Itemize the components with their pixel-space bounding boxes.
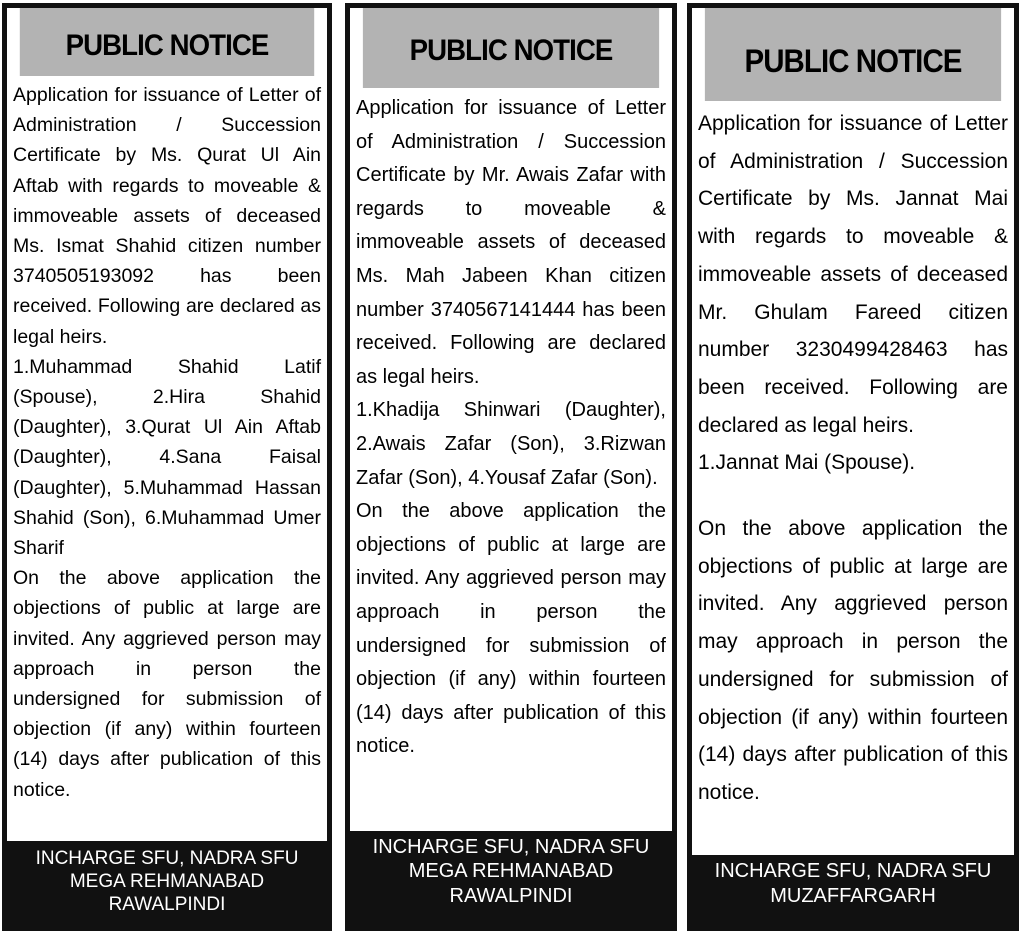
- application-text: Application for issuance of Letter of Administration / Succession Certificate by Mr. Awais Zafar with regards to moveable & immoveable assets of deceased Ms. Mah Jabeen Khan citizen number 3740567141444 has been received. Following are declared as legal heirs.: [356, 97, 666, 388]
- notice-footer: [687, 855, 1019, 931]
- notice-title: PUBLIC NOTICE: [363, 8, 659, 88]
- notice-footer: [2, 841, 332, 931]
- footer-line-center: MEGA REHMANABAD: [69, 871, 265, 893]
- objection-text: On the above application the objections of public at large are invited. Any aggrieved person may approach in person the undersigned for submission of objection (if any) within fourteen (14) days after publication of this notice.: [698, 517, 1008, 804]
- notice-body: [7, 76, 327, 841]
- notice-content: [350, 8, 672, 831]
- objection-text: On the above application the objections of public at large are invited. Any aggrieved person may approach in person the undersigned for submission of objection (if any) within fourteen (14) days after publication of this notice.: [356, 500, 666, 758]
- footer-line-city: MUZAFFARGARH: [770, 885, 936, 907]
- objection-text: On the above application the objections of public at large are invited. Any aggrieved person may approach in person the undersigned for submission of objection (if any) within fourteen (14) days after publication of this notice.: [13, 567, 321, 801]
- notice-footer: [345, 831, 677, 931]
- notice-content: [692, 8, 1014, 855]
- footer-line-center: MEGA REHMANABAD: [408, 860, 614, 883]
- notice-body: [692, 101, 1014, 855]
- notice-body: [350, 88, 672, 831]
- footer-line-city: RAWALPINDI: [449, 884, 573, 907]
- public-notice-2: [345, 3, 677, 931]
- application-text: Application for issuance of Letter of Administration / Succession Certificate by Ms. Jannat Mai with regards to moveable & immoveable assets of deceased Mr. Ghulam Fareed citizen number 3230499428463 has been received. Following are declared as legal heirs.: [698, 112, 1008, 437]
- legal-heirs-text: 1.Khadija Shinwari (Daughter), 2.Awais Zafar (Son), 3.Rizwan Zafar (Son), 4.Yousaf Zafar (Son).: [356, 399, 666, 489]
- footer-line-office: INCHARGE SFU, NADRA SFU: [372, 836, 650, 858]
- notice-title: PUBLIC NOTICE: [705, 8, 1001, 101]
- public-notice-1: [2, 3, 332, 931]
- notice-content: [7, 8, 327, 841]
- legal-heirs-text: 1.Jannat Mai (Spouse).: [698, 451, 916, 475]
- public-notice-3: [687, 3, 1019, 931]
- footer-line-office: INCHARGE SFU, NADRA SFU: [714, 860, 992, 882]
- legal-heirs-text: 1.Muhammad Shahid Latif (Spouse), 2.Hira Shahid (Daughter), 3.Qurat Ul Ain Aftab (Daughter), 4.Sana Faisal (Daughter), 5.Muhammad Hassan Shahid (Son), 6.Muhammad Umer Sharif: [13, 355, 321, 560]
- application-text: Application for issuance of Letter of Administration / Succession Certificate by Ms. Qurat Ul Ain Aftab with regards to moveable & immoveable assets of deceased Ms. Ismat Shahid citizen number 3740505193092 has been received. Following are declared as legal heirs.: [13, 84, 321, 348]
- paragraph-spacer: [698, 482, 1008, 510]
- footer-line-city: RAWALPINDI: [108, 894, 226, 916]
- footer-line-office: INCHARGE SFU, NADRA SFU: [35, 848, 299, 869]
- notice-title: PUBLIC NOTICE: [20, 8, 314, 76]
